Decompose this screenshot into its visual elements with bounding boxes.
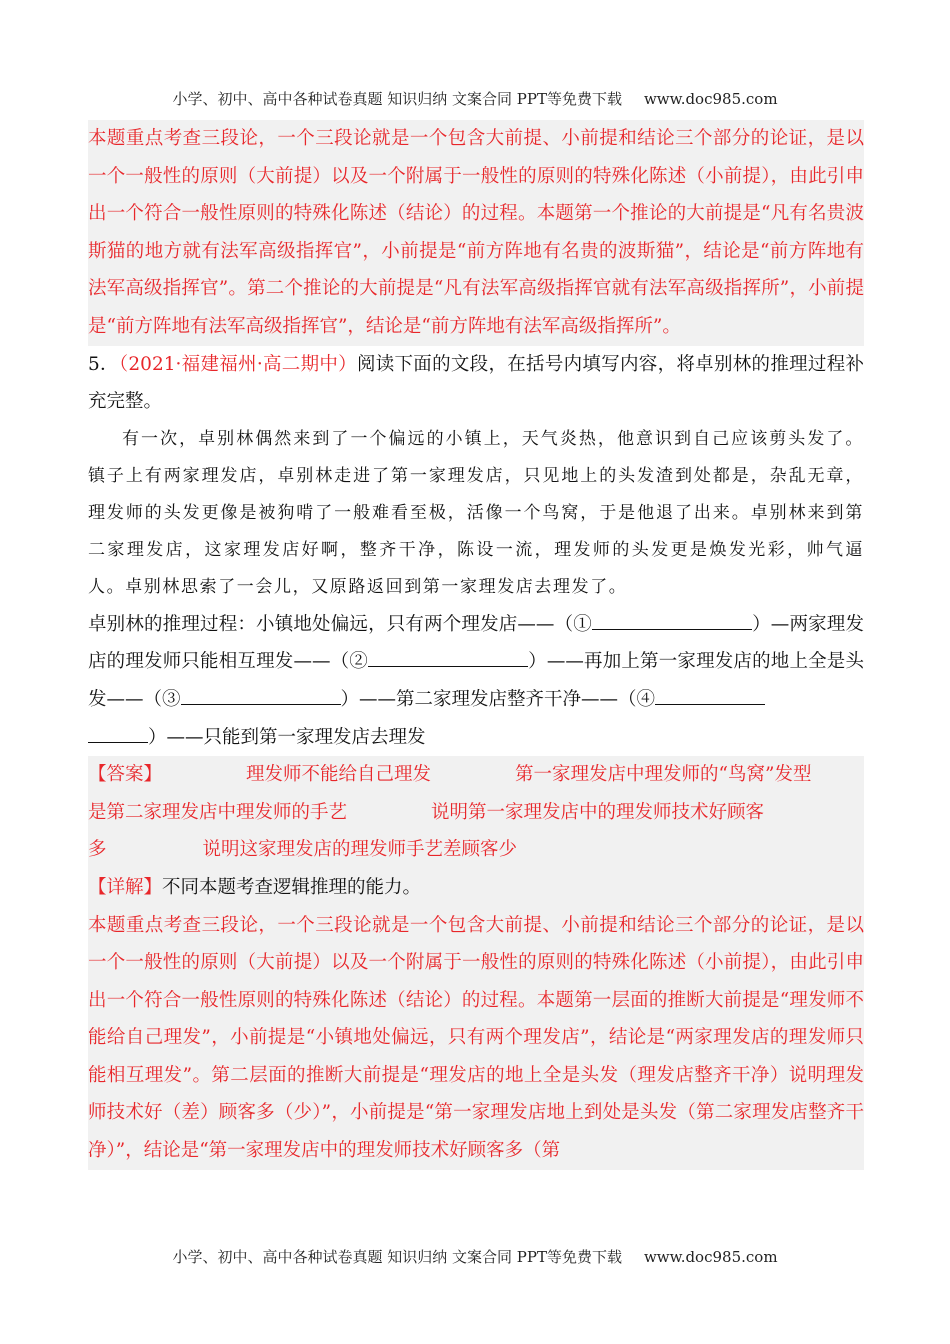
reasoning-part-5: ）——只能到第一家理发店去理发 — [148, 726, 426, 748]
blank-4[interactable] — [655, 682, 765, 705]
answer-1: 理发师不能给自己理发 — [246, 764, 432, 786]
question-stem: 阅读下面的文段，在括号内填写内容，将卓别林的推理过程补充完整。 — [88, 353, 864, 413]
blank-1[interactable] — [592, 607, 752, 630]
blank-3[interactable] — [181, 682, 341, 705]
answer-line-2 — [88, 794, 864, 832]
reasoning-part-4: ）——第二家理发店整齐干净——（④ — [340, 688, 656, 710]
answer-2-part-2: 是第二家理发店中理发师的手艺 — [88, 801, 348, 823]
question-source: （2021·福建福州·高二期中） — [118, 353, 357, 375]
answer-3-part-2: 多 — [88, 839, 107, 861]
detail-heading — [88, 869, 864, 907]
page-footer — [0, 1246, 950, 1267]
answer-section — [88, 756, 864, 1170]
blank-2[interactable] — [368, 644, 528, 667]
answer-label: 【答案】 — [88, 764, 163, 786]
detail-body: 本题重点考查三段论，一个三段论就是一个包含大前提、小前提和结论三个部分的论证，是以一个一般性的原则（大前提）以及一个附属于一般性的原则的特殊化陈述（小前提），由此引申出一个符合一般性原则的特殊化陈述（结论）的过程。本题第一层面的推断大前提是“理发师不能给自己理发”，小前提是“小镇地处偏远，只有两个理发店”，结论是“两家理发店的理发师只能相互理发”。第二层面的推断大前提是“理发店的地上全是头发（理发店整齐干净）说明理发师技术好（差）顾客多（少）”，小前提是“第一家理发店地上到处是头发（第二家理发店整齐干净）”，结论是“第一家理发店中的理发师技术好顾客多（第 — [88, 914, 864, 1162]
blank-4-continued[interactable] — [88, 720, 148, 743]
answer-2-part-1: 第一家理发店中理发师的“鸟窝”发型 — [515, 764, 812, 786]
previous-analysis: 本题重点考查三段论，一个三段论就是一个包含大前提、小前提和结论三个部分的论证，是以一个一般性的原则（大前提）以及一个附属于一般性的原则的特殊化陈述（小前提），由此引申出一个符合一般性原则的特殊化陈述（结论）的过程。本题第一个推论的大前提是“凡有名贵波斯猫的地方就有法军高级指挥官”，小前提是“前方阵地有名贵的波斯猫”，结论是“前方阵地有法军高级指挥官”。第二个推论的大前提是“凡有法军高级指挥官就有法军高级指挥所”，小前提是“前方阵地有法军高级指挥官”，结论是“前方阵地有法军高级指挥所”。 — [88, 120, 864, 346]
header-text: 小学、初中、高中各种试卷真题 知识归纳 文案合同 PPT等免费下载 — [172, 90, 622, 108]
detail-intro: 不同本题考查逻辑推理的能力。 — [162, 876, 422, 898]
question-5 — [88, 346, 864, 421]
answer-line-3 — [88, 831, 864, 869]
answer-3-part-1: 说明第一家理发店中的理发师技术好顾客 — [431, 801, 765, 823]
reasoning-part-3: ）——再加上第一家理发店的地上全是头发——（③ — [88, 651, 864, 710]
question-number: 5． — [88, 353, 119, 375]
document-content — [88, 120, 864, 1170]
reasoning-part-2: ）—两家理发店的理发师只能相互理发——（② — [88, 613, 864, 673]
detail-label: 【详解】 — [88, 876, 163, 898]
answer-4: 说明这家理发店的理发师手艺差顾客少 — [202, 839, 518, 861]
footer-site: www.doc985.com — [643, 1248, 778, 1266]
reading-passage: 有一次，卓别林偶然来到了一个偏远的小镇上，天气炎热，他意识到自己应该剪头发了。镇子上有两家理发店，卓别林走进了第一家理发店，只见地上的头发渣到处都是，杂乱无章，理发师的头发更像是被狗啃了一般难看至极，活像一个鸟窝，于是他退了出来。卓别林来到第二家理发店，这家理发店好啊，整齐干净，陈设一流，理发师的头发更是焕发光彩，帅气逼人。卓别林思索了一会儿，又原路返回到第一家理发店去理发了。 — [88, 428, 864, 597]
page-header — [0, 88, 950, 109]
reasoning-part-1: 卓别林的推理过程：小镇地处偏远，只有两个理发店——（① — [88, 613, 592, 635]
header-site: www.doc985.com — [643, 90, 778, 108]
reasoning-process — [88, 606, 864, 756]
footer-text: 小学、初中、高中各种试卷真题 知识归纳 文案合同 PPT等免费下载 — [172, 1248, 622, 1266]
answer-line-1 — [88, 756, 864, 794]
